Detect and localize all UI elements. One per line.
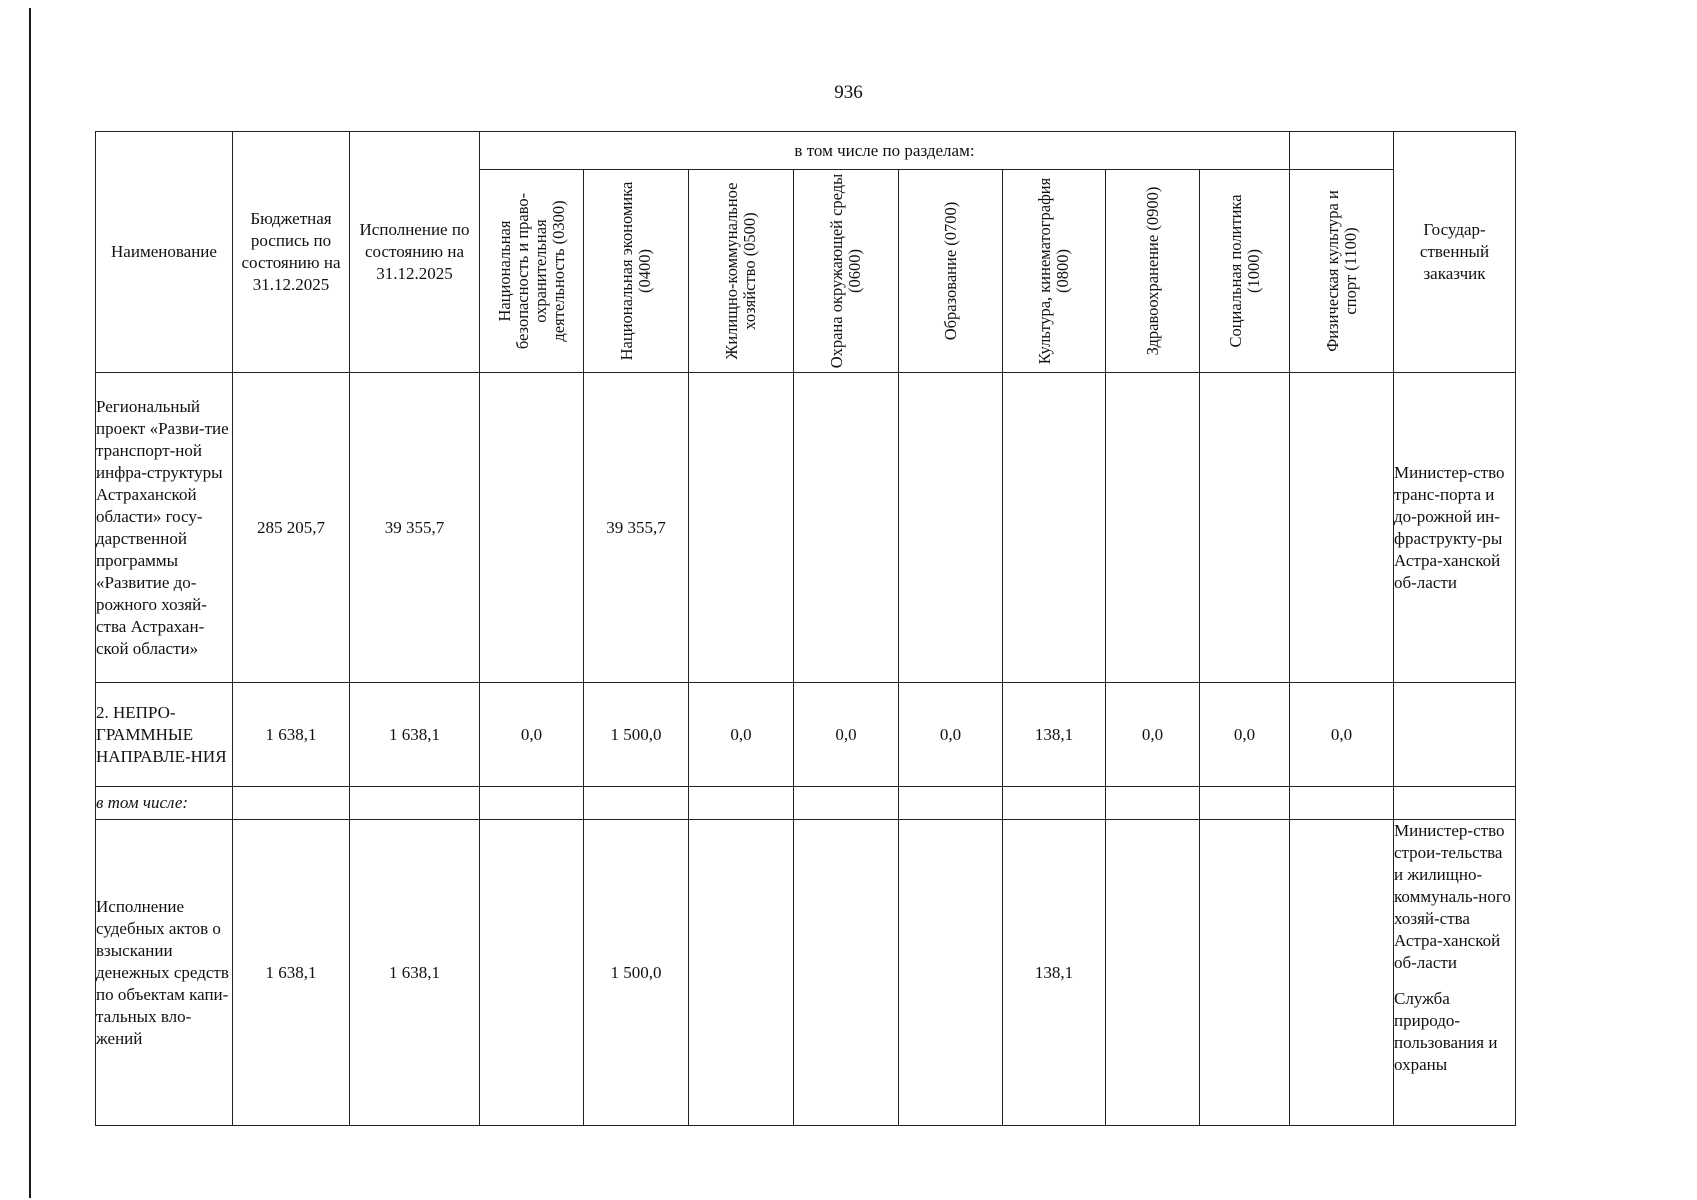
header-section-0400: Национальная экономика (0400) <box>584 170 689 373</box>
row-section-1000: 0,0 <box>1200 683 1290 787</box>
table-row <box>96 787 1516 820</box>
row-section-0300 <box>480 373 584 683</box>
header-sections-group: в том числе по разделам: <box>480 132 1290 170</box>
header-section-0600: Охрана окружающей среды (0600) <box>794 170 899 373</box>
row-section-0500 <box>689 820 794 1126</box>
row-budget: 1 638,1 <box>233 820 350 1126</box>
row-section-0300: 0,0 <box>480 683 584 787</box>
row-section-0400: 1 500,0 <box>584 820 689 1126</box>
header-execution: Исполнение по состоянию на 31.12.2025 <box>350 132 480 373</box>
row-section-1100 <box>1290 820 1394 1126</box>
row-section-0900 <box>1106 373 1200 683</box>
row-section-1100: 0,0 <box>1290 683 1394 787</box>
page-number: 936 <box>834 82 863 103</box>
header-section-0800: Культура, кинематография (0800) <box>1003 170 1106 373</box>
row-name-including: в том числе: <box>96 787 233 820</box>
row-customer: Министер-ство транс-порта и до-рожной ин-фраструкту-ры Астра-ханской об-ласти <box>1394 373 1516 683</box>
row-execution: 1 638,1 <box>350 683 480 787</box>
header-budget: Бюджетная роспись по состоянию на 31.12.2025 <box>233 132 350 373</box>
header-name: Наименование <box>96 132 233 373</box>
budget-table <box>95 131 1516 1126</box>
row-name: Региональный проект «Разви-тие транспорт-ной инфра-структуры Астраханской области» госу-дарственной программы «Развитие до-рожного хозяй-ства Астрахан-ской области» <box>96 373 233 683</box>
header-sections-group-extra <box>1290 132 1394 170</box>
header-section-0900: Здравоохранение (0900) <box>1106 170 1200 373</box>
row-section-0700 <box>899 820 1003 1126</box>
row-section-1000 <box>1200 373 1290 683</box>
table-row <box>96 683 1516 787</box>
row-section-0900: 0,0 <box>1106 683 1200 787</box>
row-name: 2. НЕПРО-ГРАММНЫЕ НАПРАВЛЕ-НИЯ <box>96 683 233 787</box>
row-customer <box>1394 820 1516 1126</box>
row-section-0600 <box>794 820 899 1126</box>
row-section-0900 <box>1106 820 1200 1126</box>
row-budget: 1 638,1 <box>233 683 350 787</box>
table-row <box>96 820 1516 1126</box>
row-section-0600: 0,0 <box>794 683 899 787</box>
row-section-0400: 39 355,7 <box>584 373 689 683</box>
header-customer: Государ-ственный заказчик <box>1394 132 1516 373</box>
row-execution: 1 638,1 <box>350 820 480 1126</box>
row-customer-secondary: Служба природо-пользования и охраны <box>1394 989 1498 1074</box>
row-section-0500: 0,0 <box>689 683 794 787</box>
header-section-0500: Жилищно-коммунальное хозяйство (0500) <box>689 170 794 373</box>
row-section-1000 <box>1200 820 1290 1126</box>
row-section-0400: 1 500,0 <box>584 683 689 787</box>
header-section-1000: Социальная политика (1000) <box>1200 170 1290 373</box>
row-customer-primary: Министер-ство строи-тельства и жилищно-коммуналь-ного хозяй-ства Астра-ханской об-ласти <box>1394 821 1511 972</box>
row-section-0800 <box>1003 373 1106 683</box>
row-section-0700 <box>899 373 1003 683</box>
row-section-0800: 138,1 <box>1003 683 1106 787</box>
row-execution: 39 355,7 <box>350 373 480 683</box>
row-section-0300 <box>480 820 584 1126</box>
row-customer <box>1394 683 1516 787</box>
row-section-0800: 138,1 <box>1003 820 1106 1126</box>
header-section-0700: Образование (0700) <box>899 170 1003 373</box>
row-section-0600 <box>794 373 899 683</box>
binding-line <box>29 8 31 1198</box>
row-section-0500 <box>689 373 794 683</box>
row-budget: 285 205,7 <box>233 373 350 683</box>
header-section-1100: Физическая культура и спорт (1100) <box>1290 170 1394 373</box>
header-row-1 <box>96 132 1516 170</box>
row-section-1100 <box>1290 373 1394 683</box>
table-row <box>96 373 1516 683</box>
row-name: Исполнение судебных актов о взыскании денежных средств по объектам капи-тальных вло-жений <box>96 820 233 1126</box>
row-section-0700: 0,0 <box>899 683 1003 787</box>
header-section-0300: Национальная безопасность и право-охранительная деятельность (0300) <box>480 170 584 373</box>
